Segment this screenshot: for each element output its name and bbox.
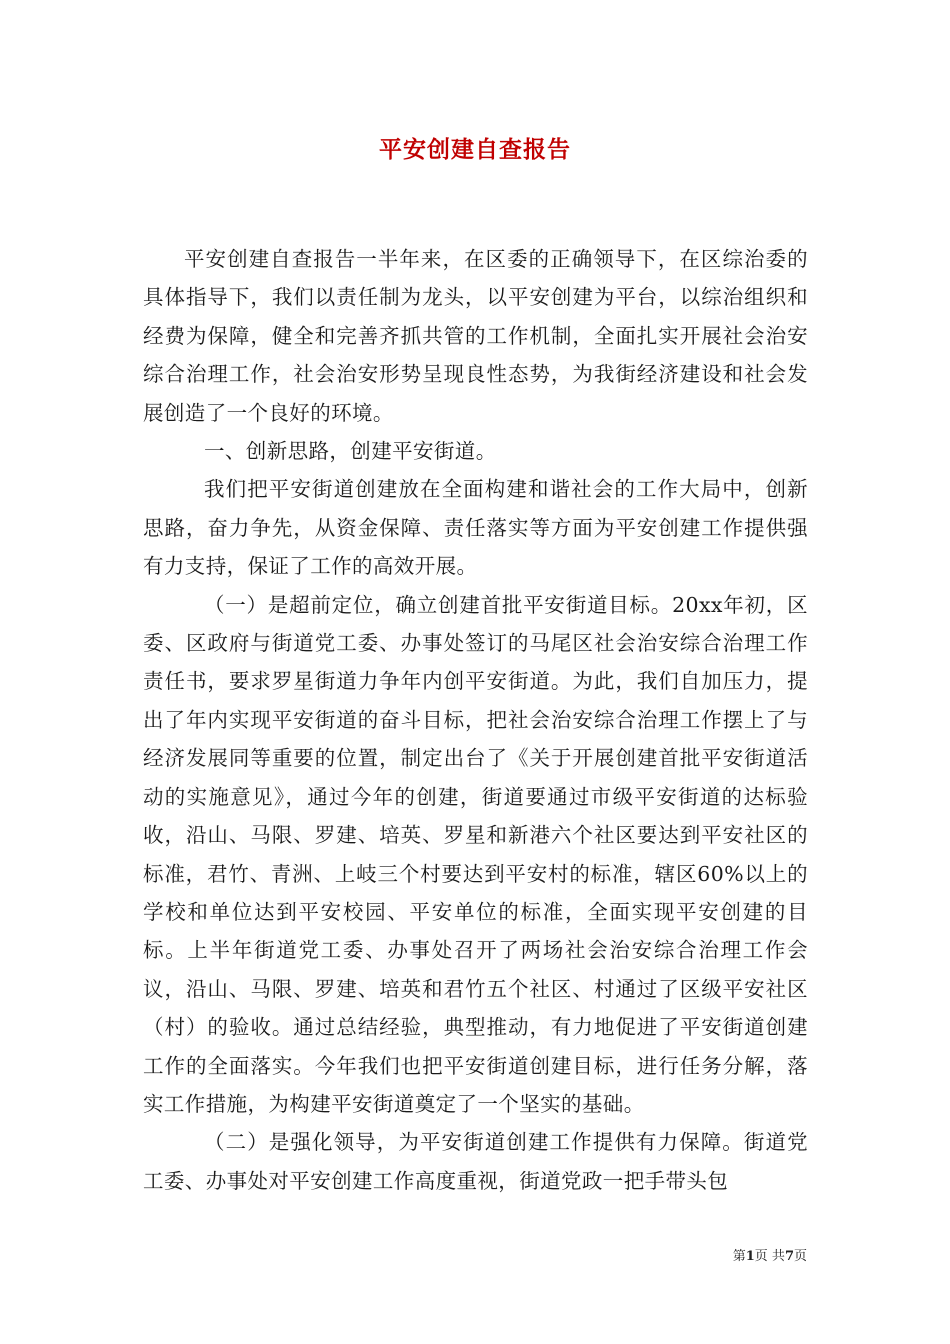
document-title: 平安创建自查报告 <box>379 136 571 163</box>
footer-suffix: 页 <box>793 1249 807 1264</box>
footer-total-pages: 7 <box>784 1249 794 1264</box>
footer-prefix: 第 <box>732 1249 746 1264</box>
footer-middle: 页 共 <box>754 1249 785 1264</box>
section-heading-1: 一、创新思路，创建平安街道。 <box>204 439 497 464</box>
paragraph-intro: 平安创建自查报告一半年来，在区委的正确领导下，在区综治委的具体指导下，我们以责任制为龙头，以平安创建为平台，以综治组织和经费为保障，健全和完善齐抓共管的工作机制，全面扎实开展社会治安综合治理工作，社会治安形势呈现良性态势，为我街经济建设和社会发展创造了一个良好的环境。 <box>143 247 808 425</box>
paragraph-section-1: 我们把平安街道创建放在全面构建和谐社会的工作大局中，创新思路，奋力争先，从资金保障、责任落实等方面为平安创建工作提供强有力支持，保证了工作的高效开展。 <box>143 477 808 579</box>
page-number-footer <box>733 1247 807 1267</box>
paragraph-subsection-1: （一）是超前定位，确立创建首批平安街道目标。20xx年初，区委、区政府与街道党工委、办事处签订的马尾区社会治安综合治理工作责任书，要求罗星街道力争年内创平安街道。为此，我们自加压力，提出了年内实现平安街道的奋斗目标，把社会治安综合治理工作摆上了与经济发展同等重要的位置，制定出台了《关于开展创建首批平安街道活动的实施意见》，通过今年的创建，街道要通过市级平安街道的达标验收，沿山、马限、罗建、培英、罗星和新港六个社区要达到平安社区的标准，君竹、青洲、上岐三个村要达到平安村的标准，辖区60%以上的学校和单位达到平安校园、平安单位的标准，全面实现平安创建的目标。上半年街道党工委、办事处召开了两场社会治安综合治理工作会议，沿山、马限、罗建、培英和君竹五个社区、村通过了区级平安社区（村）的验收。通过总结经验，典型推动，有力地促进了平安街道创建工作的全面落实。今年我们也把平安街道创建目标，进行任务分解，落实工作措施，为构建平安街道奠定了一个坚实的基础。 <box>143 592 808 1116</box>
document-body <box>143 240 808 1200</box>
paragraph-subsection-2: （二）是强化领导，为平安街道创建工作提供有力保障。街道党工委、办事处对平安创建工作高度重视，街道党政一把手带头包 <box>143 1130 808 1193</box>
footer-current-page: 1 <box>745 1249 755 1264</box>
